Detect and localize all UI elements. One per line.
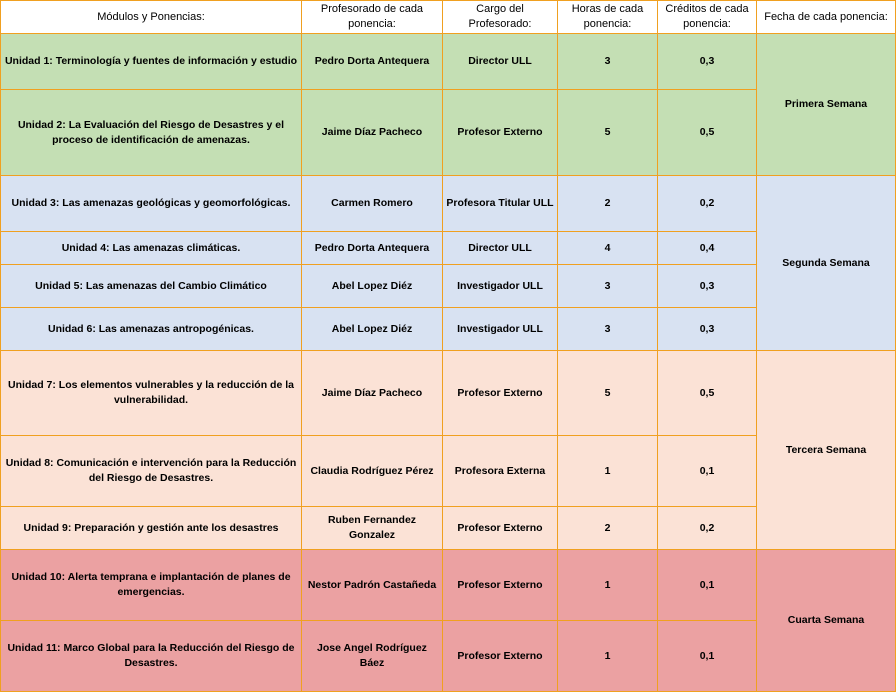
horas-cell: 3 — [558, 34, 658, 90]
modulo-cell: Unidad 5: Las amenazas del Cambio Climático — [1, 265, 302, 308]
creditos-cell: 0,3 — [658, 308, 757, 351]
modulo-cell: Unidad 10: Alerta temprana e implantación de planes de emergencias. — [1, 550, 302, 621]
profesor-cell: Carmen Romero — [302, 176, 443, 232]
creditos-cell: 0,1 — [658, 621, 757, 692]
horas-cell: 3 — [558, 308, 658, 351]
table-row — [1, 351, 896, 436]
profesor-cell: Pedro Dorta Antequera — [302, 34, 443, 90]
horas-cell: 1 — [558, 550, 658, 621]
horas-cell: 3 — [558, 265, 658, 308]
modulo-cell: Unidad 8: Comunicación e intervención para la Reducción del Riesgo de Desastres. — [1, 436, 302, 507]
creditos-cell: 0,1 — [658, 436, 757, 507]
modulo-cell: Unidad 3: Las amenazas geológicas y geomorfológicas. — [1, 176, 302, 232]
header-modulos: Módulos y Ponencias: — [1, 1, 302, 34]
profesor-cell: Claudia Rodríguez Pérez — [302, 436, 443, 507]
horas-cell: 5 — [558, 90, 658, 176]
horas-cell: 1 — [558, 621, 658, 692]
creditos-cell: 0,2 — [658, 176, 757, 232]
cargo-cell: Investigador ULL — [443, 265, 558, 308]
creditos-cell: 0,4 — [658, 232, 757, 265]
modulo-cell: Unidad 6: Las amenazas antropogénicas. — [1, 308, 302, 351]
modulo-cell: Unidad 11: Marco Global para la Reducción del Riesgo de Desastres. — [1, 621, 302, 692]
horas-cell: 1 — [558, 436, 658, 507]
profesor-cell: Ruben Fernandez Gonzalez — [302, 507, 443, 550]
creditos-cell: 0,2 — [658, 507, 757, 550]
cargo-cell: Profesor Externo — [443, 90, 558, 176]
cargo-cell: Profesora Titular ULL — [443, 176, 558, 232]
creditos-cell: 0,5 — [658, 90, 757, 176]
cargo-cell: Profesor Externo — [443, 621, 558, 692]
cargo-cell: Director ULL — [443, 34, 558, 90]
profesor-cell: Nestor Padrón Castañeda — [302, 550, 443, 621]
profesor-cell: Abel Lopez Diéz — [302, 308, 443, 351]
header-creditos: Créditos de cada ponencia: — [658, 1, 757, 34]
cargo-cell: Investigador ULL — [443, 308, 558, 351]
creditos-cell: 0,5 — [658, 351, 757, 436]
week-cell-2: Segunda Semana — [757, 176, 896, 351]
header-cargo: Cargo del Profesorado: — [443, 1, 558, 34]
table-row — [1, 34, 896, 90]
week-cell-4: Cuarta Semana — [757, 550, 896, 692]
modulo-cell: Unidad 1: Terminología y fuentes de información y estudio — [1, 34, 302, 90]
modulo-cell: Unidad 9: Preparación y gestión ante los desastres — [1, 507, 302, 550]
cargo-cell: Director ULL — [443, 232, 558, 265]
header-fecha: Fecha de cada ponencia: — [757, 1, 896, 34]
horas-cell: 2 — [558, 176, 658, 232]
profesor-cell: Jose Angel Rodríguez Báez — [302, 621, 443, 692]
cargo-cell: Profesor Externo — [443, 550, 558, 621]
table-row — [1, 550, 896, 621]
modulo-cell: Unidad 2: La Evaluación del Riesgo de Desastres y el proceso de identificación de amenazas. — [1, 90, 302, 176]
modulo-cell: Unidad 7: Los elementos vulnerables y la reducción de la vulnerabilidad. — [1, 351, 302, 436]
header-profesorado: Profesorado de cada ponencia: — [302, 1, 443, 34]
profesor-cell: Jaime Díaz Pacheco — [302, 351, 443, 436]
horas-cell: 5 — [558, 351, 658, 436]
week-cell-3: Tercera Semana — [757, 351, 896, 550]
horas-cell: 2 — [558, 507, 658, 550]
cargo-cell: Profesor Externo — [443, 351, 558, 436]
creditos-cell: 0,3 — [658, 265, 757, 308]
header-horas: Horas de cada ponencia: — [558, 1, 658, 34]
table-row — [1, 176, 896, 232]
creditos-cell: 0,3 — [658, 34, 757, 90]
header-row — [1, 1, 896, 34]
modulo-cell: Unidad 4: Las amenazas climáticas. — [1, 232, 302, 265]
profesor-cell: Jaime Díaz Pacheco — [302, 90, 443, 176]
horas-cell: 4 — [558, 232, 658, 265]
cargo-cell: Profesora Externa — [443, 436, 558, 507]
creditos-cell: 0,1 — [658, 550, 757, 621]
profesor-cell: Abel Lopez Diéz — [302, 265, 443, 308]
cargo-cell: Profesor Externo — [443, 507, 558, 550]
week-cell-1: Primera Semana — [757, 34, 896, 176]
profesor-cell: Pedro Dorta Antequera — [302, 232, 443, 265]
